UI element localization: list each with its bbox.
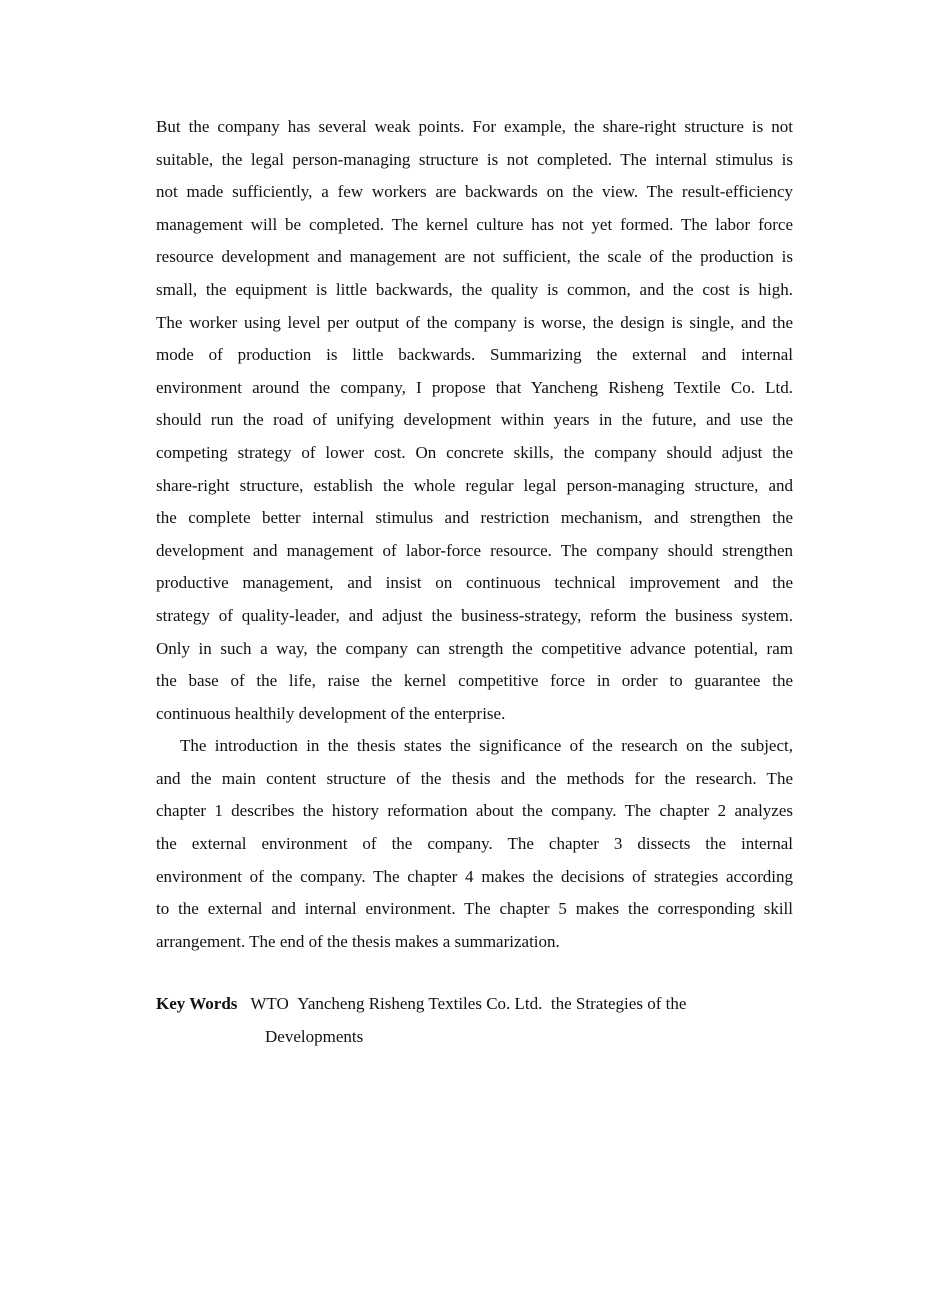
text-line: not made sufficiently, a few workers are backwards on the view. The result-efficiency — [156, 182, 793, 202]
text-line: The worker using level per output of the company is worse, the design is single, and the — [156, 312, 793, 332]
text-line: the complete better internal stimulus and restriction mechanism, and strengthen the — [156, 508, 793, 528]
abstract-body — [156, 111, 793, 958]
keywords-continuation: Developments — [265, 1027, 364, 1046]
text-line: continuous healthily development of the enterprise. — [156, 703, 506, 723]
text-line: environment of the company. The chapter 4 makes the decisions of strategies according — [156, 866, 793, 886]
text-line: competing strategy of lower cost. On concrete skills, the company should adjust the — [156, 442, 793, 462]
text-line: arrangement. The end of the thesis makes a summarization. — [156, 931, 560, 951]
paragraph — [156, 111, 793, 730]
text-line: strategy of quality-leader, and adjust the business-strategy, reform the business system. — [156, 605, 793, 625]
text-line: and the main content structure of the thesis and the methods for the research. The — [156, 768, 793, 788]
text-line: small, the equipment is little backwards, the quality is common, and the cost is high. — [156, 279, 793, 299]
text-line: the external environment of the company. The chapter 3 dissects the internal — [156, 834, 793, 854]
text-line: mode of production is little backwards. Summarizing the external and internal — [156, 345, 793, 365]
text-line: But the company has several weak points. For example, the share-right structure is not — [156, 117, 793, 136]
text-line: the base of the life, raise the kernel competitive force in order to guarantee the — [156, 671, 793, 691]
text-line: share-right structure, establish the whole regular legal person-managing structure, and — [156, 475, 793, 495]
text-line: should run the road of unifying development within years in the future, and use the — [156, 410, 793, 430]
text-line: resource development and management are not sufficient, the scale of the production is — [156, 247, 793, 267]
text-line: Only in such a way, the company can strength the competitive advance potential, ram — [156, 638, 793, 658]
text-line: environment around the company, I propose that Yancheng Risheng Textile Co. Ltd. — [156, 377, 793, 397]
paragraph — [156, 730, 793, 958]
text-line: The introduction in the thesis states the significance of the research on the subject, — [180, 736, 793, 756]
text-line: management will be completed. The kernel culture has not yet formed. The labor force — [156, 214, 793, 234]
text-line: productive management, and insist on continuous technical improvement and the — [156, 573, 793, 593]
keywords-text: WTO Yancheng Risheng Textiles Co. Ltd. the Strategies of the — [250, 994, 687, 1013]
text-line: suitable, the legal person-managing structure is not completed. The internal stimulus is — [156, 149, 793, 169]
text-line: to the external and internal environment. The chapter 5 makes the corresponding skill — [156, 899, 793, 919]
keywords-line — [156, 988, 686, 1021]
text-line: development and management of labor-force resource. The company should strengthen — [156, 540, 793, 560]
keywords-label: Key Words — [156, 994, 238, 1013]
text-line: chapter 1 describes the history reformation about the company. The chapter 2 analyzes — [156, 801, 793, 821]
